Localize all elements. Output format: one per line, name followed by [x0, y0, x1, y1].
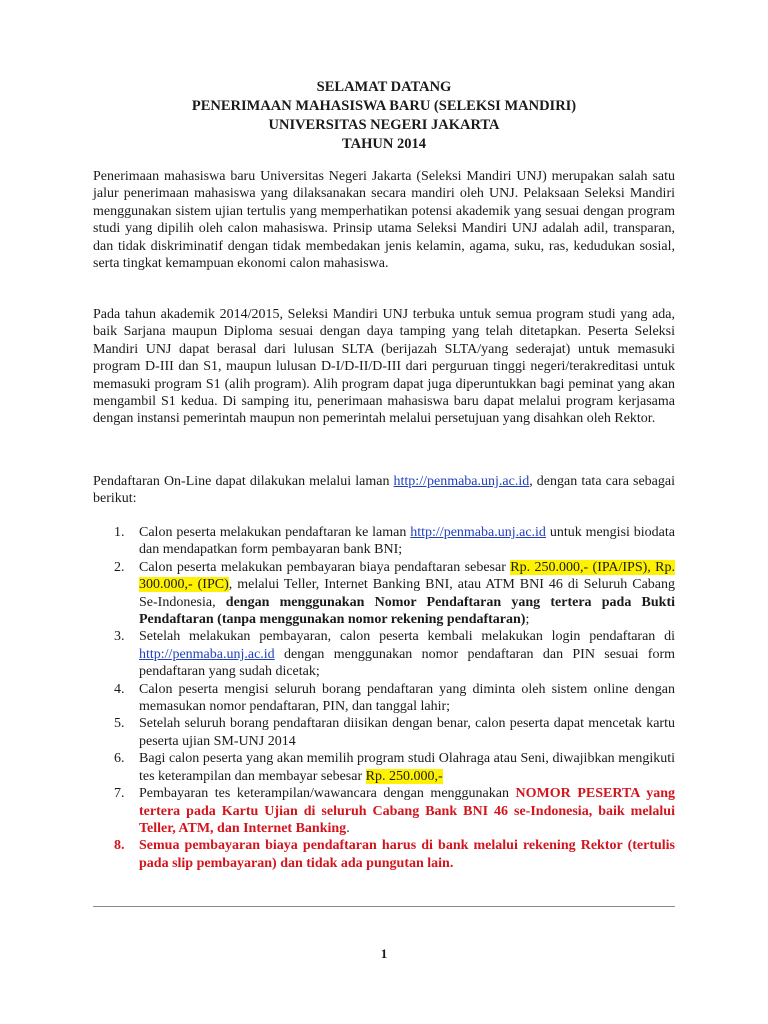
- penmaba-link[interactable]: http://penmaba.unj.ac.id: [139, 646, 275, 662]
- step-text: dengan menggunakan nomor pendaftaran dan PIN sesuai form pendaftaran yang sudah dicetak;: [139, 646, 675, 680]
- list-item: [93, 524, 675, 559]
- online-registration-paragraph: [93, 473, 675, 508]
- step-number: 6.: [114, 751, 125, 767]
- header-greeting: SELAMAT DATANG: [316, 79, 452, 95]
- list-item: [93, 837, 675, 872]
- header-program-title: PENERIMAAN MAHASISWA BARU (SELEKSI MANDIRI): [191, 98, 577, 114]
- list-item: [93, 750, 675, 785]
- step-text: Calon peserta mengisi seluruh borang pendaftaran yang diminta oleh sistem online dengan memasukan nomor pendaftaran, PIN, dan tanggal lahir;: [139, 681, 675, 715]
- step-text: untuk mengisi biodata dan mendapatkan form pembayaran bank BNI;: [139, 525, 675, 558]
- step-number: 1.: [114, 525, 125, 540]
- step-text: Calon peserta melakukan pembayaran biaya pendaftaran sebesar: [139, 559, 511, 575]
- penmaba-link[interactable]: http://penmaba.unj.ac.id: [393, 474, 530, 489]
- list-item: [93, 681, 675, 716]
- penmaba-link[interactable]: http://penmaba.unj.ac.id: [410, 525, 546, 540]
- header-university: UNIVERSITAS NEGERI JAKARTA: [268, 117, 500, 133]
- step-number: 5.: [114, 716, 125, 732]
- step-text: Setelah melakukan pembayaran, calon peserta kembali melakukan login pendaftaran di: [139, 629, 675, 645]
- step-number: 8.: [114, 838, 125, 854]
- step-number: 2.: [114, 559, 125, 575]
- eligibility-paragraph: Pada tahun akademik 2014/2015, Seleksi Mandiri UNJ terbuka untuk semua program studi yang ada, baik Sarjana maupun Diploma sesuai dengan daya tamping yang telah ditetapkan. Peserta Seleksi Mandiri UNJ dapat berasal dari lulusan SLTA (berijazah SLTA/yang sederajat) untuk memasuki program D-III dan S1, maupun lulusan D-I/D-II/D-III dari perguruan tinggi negeri/terakreditasi untuk memasuki program S1 (alih program). Alih program dapat juga diperuntukkan bagi peminat yang akan mengambil S1 kedua. Di samping itu, penerimaan mahasiswa baru dapat melalui program kerjasama dengan instansi pemerintah maupun non pemerintah melalui persetujuan yang disahkan oleh Rektor.: [93, 307, 675, 427]
- registration-steps-list: [93, 524, 675, 872]
- step-text: Setelah seluruh borang pendaftaran diisikan dengan benar, calon peserta dapat mencetak kartu peserta ujian SM-UNJ 2014: [139, 716, 675, 749]
- page-number: 1: [380, 946, 388, 961]
- step-text: .: [346, 820, 350, 836]
- step-number: 4.: [114, 681, 125, 697]
- document-header: [0, 78, 768, 154]
- header-year: TAHUN 2014: [342, 136, 426, 152]
- step-number: 7.: [114, 786, 125, 802]
- step-red-emphasis: NOMOR PESERTA yang tertera pada Kartu Ujian di seluruh Cabang Bank BNI 46 se-Indonesia, baik melalui Teller, ATM, dan Internet Banking: [139, 786, 675, 836]
- intro-paragraph: Penerimaan mahasiswa baru Universitas Negeri Jakarta (Seleksi Mandiri UNJ) merupakan salah satu jalur penerimaan mahasiswa yang dilaksanakan secara mandiri oleh UNJ. Pelaksaan Seleksi Mandiri menggunakan sistem ujian tertulis yang memperhatikan potensi akademik yang sesuai dengan program studi yang dipilih oleh calon mahasiswa. Prinsip utama Seleksi Mandiri UNJ adalah adil, transparan, dan tidak diskriminatif dengan tidak membedakan jenis kelamin, agama, suku, ras, kedudukan sosial, serta tingkat kemampuan ekonomi calon mahasiswa.: [93, 169, 675, 272]
- list-item: [93, 785, 675, 837]
- step-bold-text: dengan menggunakan Nomor Pendaftaran yang tertera pada Bukti Pendaftaran (tanpa menggunakan nomor rekening pendaftaran): [139, 594, 675, 628]
- online-text-suffix: , dengan tata cara sebagai berikut:: [93, 474, 675, 507]
- step-text: Pembayaran tes keterampilan/wawancara dengan menggunakan: [139, 786, 516, 802]
- step-number: 3.: [114, 629, 125, 645]
- step-text: Semua pembayaran biaya pendaftaran harus di bank melalui rekening Rektor (tertulis pada slip pembayaran) dan tidak ada pungutan lain.: [139, 838, 675, 871]
- step-text: Bagi calon peserta yang akan memilih program studi Olahraga atau Seni, diwajibkan mengikuti tes keterampilan dan membayar sebesar: [139, 751, 675, 784]
- step-text: ;: [525, 612, 530, 628]
- fee-highlight: Rp. 250.000,- (IPA/IPS), Rp. 300.000,- (IPC): [139, 559, 676, 593]
- step-text: Calon peserta melakukan pendaftaran ke laman: [139, 525, 411, 540]
- footer-divider: [93, 906, 675, 907]
- online-text-prefix: Pendaftaran On-Line dapat dilakukan melalui laman: [93, 474, 394, 489]
- list-item: [93, 628, 675, 680]
- step-text: , melalui Teller, Internet Banking BNI, atau ATM BNI 46 di Seluruh Cabang Se-Indonesia,: [139, 577, 675, 610]
- list-item: [93, 559, 675, 629]
- fee-highlight: Rp. 250.000,-: [365, 768, 443, 784]
- list-item: [93, 715, 675, 750]
